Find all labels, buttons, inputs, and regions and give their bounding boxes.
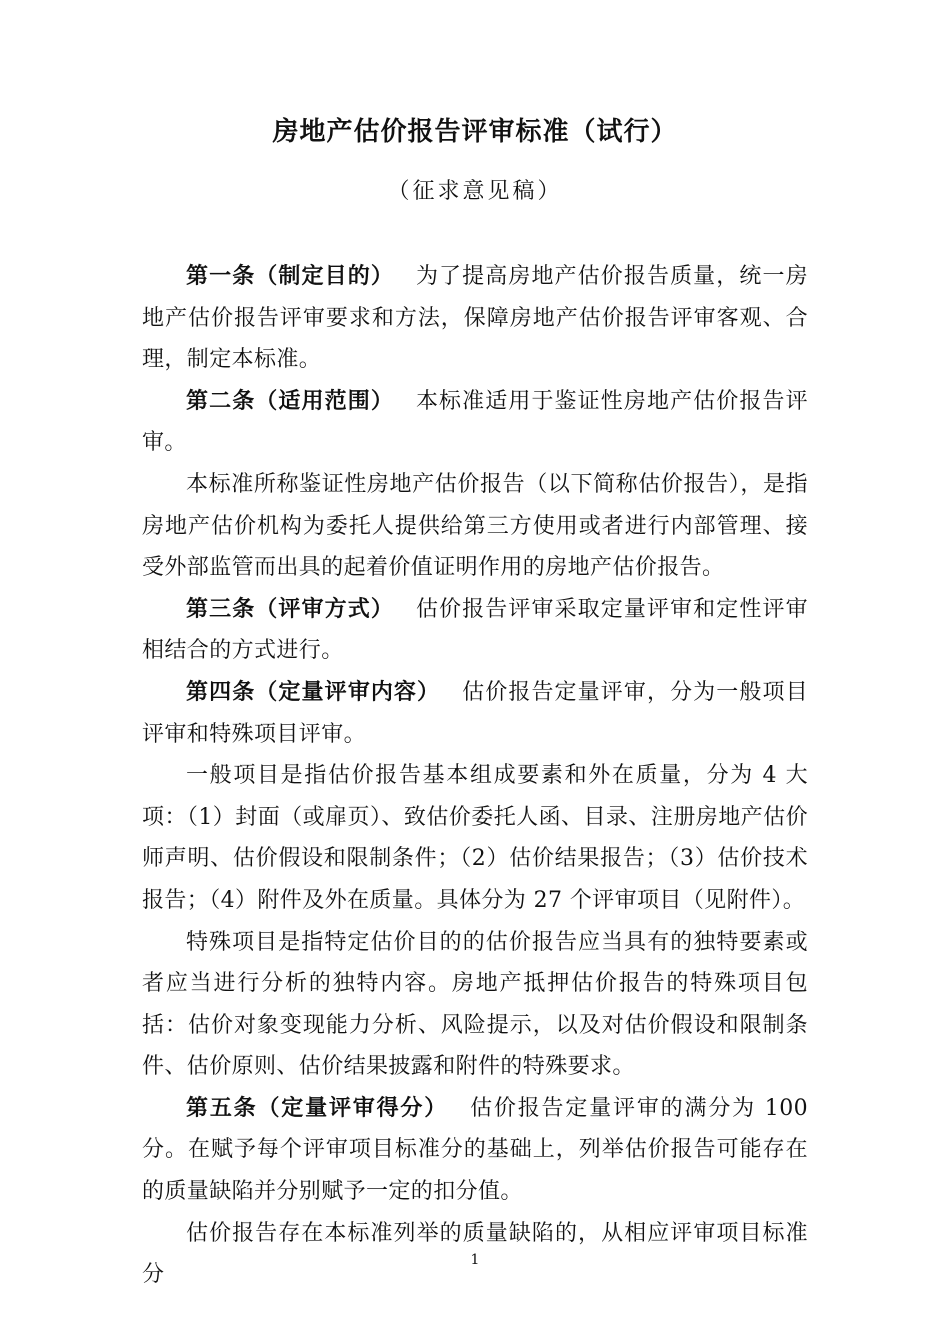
paragraph-text: 估价报告定量评审的满分为 100 分。在赋予每个评审项目标准分的基础上，列举估价报告可能存在的质量缺陷并分别赋予一定的扣分值。 [142,1095,808,1205]
paragraph-text: 估价报告存在本标准列举的质量缺陷的，从相应评审项目标准分 [142,1220,808,1288]
paragraph-article-5 [142,1088,808,1213]
document-subtitle: （征求意见稿） [387,179,563,204]
article-heading: 第三条（评审方式） [186,596,394,622]
paragraph-text: 本标准适用于鉴证性房地产估价报告评审。 [142,388,808,456]
page-number: 1 [470,1252,480,1268]
article-heading: 第二条（适用范围） [186,388,394,414]
paragraph-article-1 [142,256,808,381]
article-heading: 第一条（制定目的） [186,264,394,289]
paragraph-article-2-definition [142,464,808,589]
paragraph-article-2 [142,381,808,464]
paragraph-text: 特殊项目是指特定估价目的的估价报告应当具有的独特要素或者应当进行分析的独特内容。房地产抵押估价报告的特殊项目包括：估价对象变现能力分析、风险提示，以及对估价假设和限制条件、估价原则、估价结果披露和附件的特殊要求。 [142,929,808,1080]
paragraph-special-items [142,922,808,1088]
paragraph-text: 估价报告评审采取定量评审和定性评审相结合的方式进行。 [142,596,808,664]
document-title: 房地产估价报告评审标准（试行） [272,117,678,147]
paragraph-text: 估价报告定量评审，分为一般项目评审和特殊项目评审。 [142,679,808,747]
paragraph-text: 本标准所称鉴证性房地产估价报告（以下简称估价报告），是指房地产估价机构为委托人提供给第三方使用或者进行内部管理、接受外部监管而出具的起着价值证明作用的房地产估价报告。 [142,471,808,581]
article-heading: 第四条（定量评审内容） [186,679,441,705]
article-heading: 第五条（定量评审得分） [186,1095,449,1121]
paragraph-article-4 [142,672,808,755]
document-body [142,256,808,1296]
paragraph-article-3 [142,589,808,672]
paragraph-text: 为了提高房地产估价报告质量，统一房地产估价报告评审要求和方法，保障房地产估价报告评审客观、合理，制定本标准。 [142,264,808,373]
paragraph-general-items [142,755,808,921]
paragraph-text: 一般项目是指估价报告基本组成要素和外在质量，分为 4 大项：（1）封面（或扉页）、致估价委托人函、目录、注册房地产估价师声明、估价假设和限制条件；（2）估价结果报告；（3）估价技术报告；（4）附件及外在质量。具体分为 27 个评审项目（见附件）。 [142,763,808,913]
